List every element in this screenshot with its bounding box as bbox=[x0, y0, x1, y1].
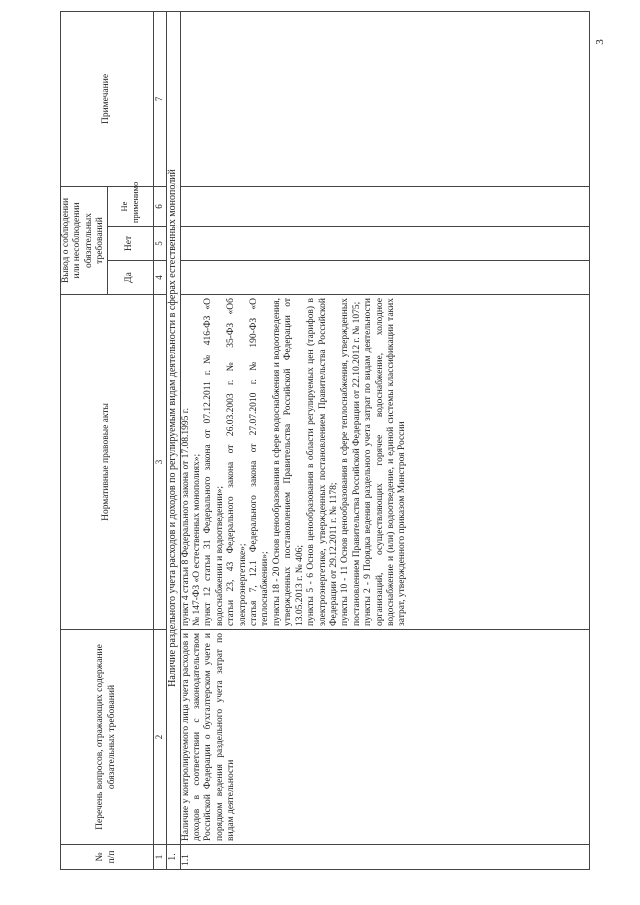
section-number: 1. bbox=[166, 845, 180, 870]
row-question: Наличие у контролируемого лица учета расходов и доходов в соответствии с законодательством Российской Федерации о бухгалтерском учете и порядком ведения раздельного учета затрат по видам деятельности bbox=[180, 630, 589, 845]
cell-no bbox=[180, 227, 589, 261]
header-questions: Перечень вопросов, отражающих содержание обязательных требований bbox=[61, 630, 154, 845]
row-number: 1.1 bbox=[180, 845, 589, 870]
header-number: № п/п bbox=[61, 845, 154, 870]
header-conclusion: Вывод о соблюдении или несоблюдении обязательных требований bbox=[61, 186, 108, 294]
act-line: пункты 10 - 11 Основ ценообразования в сфере теплоснабжения, утвержденных постановлением Правительства Российской Федерации от 22.10.2012 г. № 1075; bbox=[340, 298, 362, 626]
requirements-table bbox=[60, 12, 590, 870]
page-number: 3 bbox=[593, 39, 606, 45]
col-number-7: 7 bbox=[153, 11, 166, 186]
act-line: пункты 5 - 6 Основ ценообразования в области регулируемых цен (тарифов) в электроэнергетике, утвержденных постановлением Правительства Российской Федерации от 29.12.2011 г. № 1178; bbox=[306, 298, 339, 626]
section-title: Наличие раздельного учета расходов и доходов по регулируемым видам деятельности в сферах естественных монополий bbox=[166, 11, 180, 844]
act-line: № 147-ФЗ «О естественных монополиях»; bbox=[192, 453, 203, 626]
cell-yes bbox=[180, 261, 589, 295]
header-note: Примечание bbox=[61, 11, 154, 186]
act-line: пункт 12 статьи 31 Федерального закона от 07.12.2011 г. № 416-ФЗ «О водоснабжении и водоотведении»; bbox=[203, 298, 225, 626]
col-number-5: 5 bbox=[153, 227, 166, 261]
col-number-3: 3 bbox=[153, 295, 166, 630]
act-line: пункты 18 - 20 Основ ценообразования в сфере водоснабжения и водоотведения, утвержденных постановлением Правительства Российской Федерации от 13.05.2013 г. № 406; bbox=[271, 298, 305, 626]
act-line: статьи 23, 43 Федерального закона от 26.03.2003 г. № 35-ФЗ «Об электроэнергетике»; bbox=[226, 298, 248, 626]
act-line: пункты 2 - 9 Порядка ведения раздельного учета затрат по видам деятельности организаций, осуществляющих горячее водоснабжение, холодное водоснабжение и (или) водоотведение, и единой системы классификации таких затрат, утвержденного приказом Минстроя России bbox=[363, 298, 408, 626]
header-not-applicable: Не применимо bbox=[107, 186, 153, 226]
act-line: статья 7, 12.1 Федерального закона от 27.07.2010 г. № 190-ФЗ «О теплоснабжении»; bbox=[249, 298, 271, 626]
header-yes: Да bbox=[107, 261, 153, 295]
col-number-2: 2 bbox=[153, 630, 166, 845]
row-acts bbox=[180, 295, 589, 630]
header-no: Нет bbox=[107, 227, 153, 261]
col-number-6: 6 bbox=[153, 186, 166, 226]
col-number-1: 1 bbox=[153, 845, 166, 870]
cell-not-applicable bbox=[180, 186, 589, 226]
cell-note bbox=[180, 11, 589, 186]
act-line: пункт 4 статьи 8 Федерального закона от 17.08.1995 г. bbox=[180, 408, 191, 626]
header-acts: Нормативные правовые акты bbox=[61, 295, 154, 630]
col-number-4: 4 bbox=[153, 261, 166, 295]
